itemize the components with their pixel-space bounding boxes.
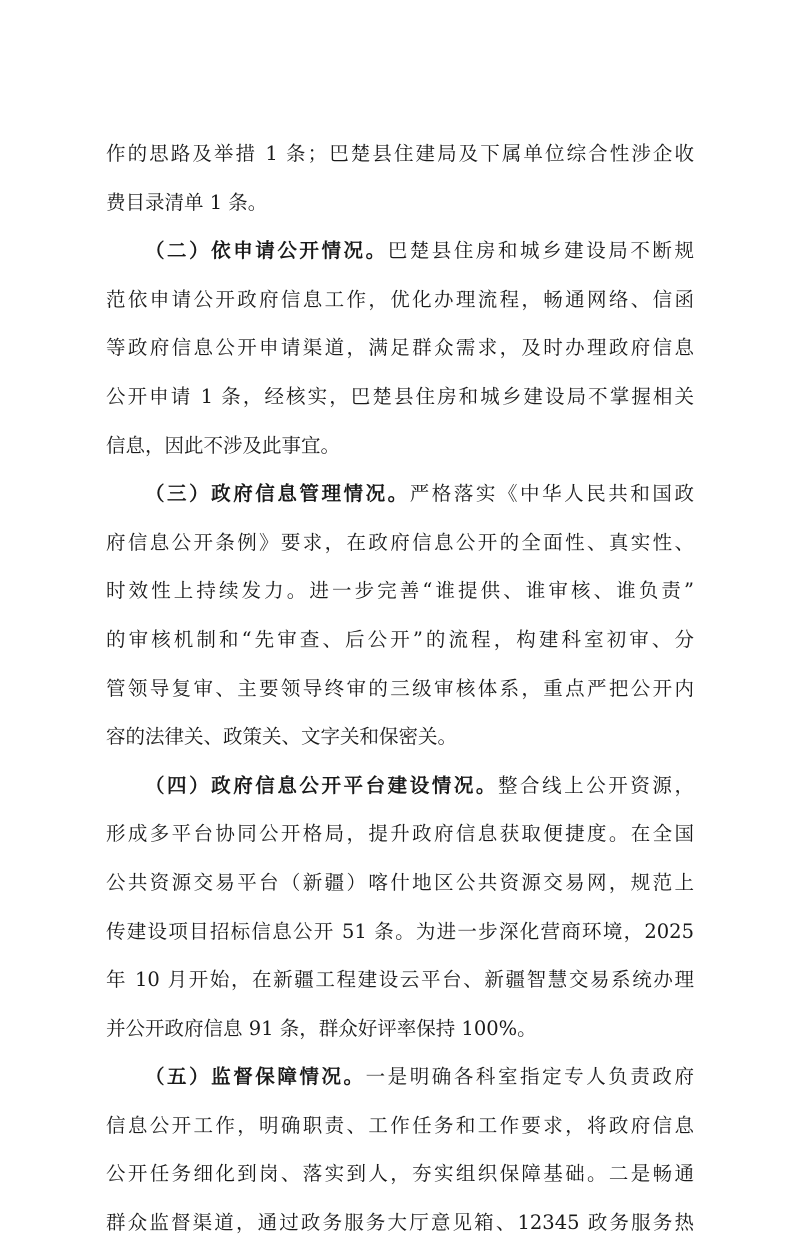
document-body xyxy=(106,130,694,1248)
section-heading-line: （二）依申请公开情况。巴楚县住房和城乡建设局不断规 xyxy=(145,239,694,263)
section-heading: （四）政府信息公开平台建设情况。 xyxy=(145,773,498,797)
text-line: 公开申请 1 条，经核实，巴楚县住房和城乡建设局不掌握相关 xyxy=(106,384,694,408)
text-line: 的审核机制和“先审查、后公开”的流程，构建科室初审、分 xyxy=(106,627,694,651)
text-line: 时效性上持续发力。进一步完善“谁提供、谁审核、谁负责” xyxy=(106,579,694,603)
text-line: 传建设项目招标信息公开 51 条。为进一步深化营商环境，2025 xyxy=(106,919,694,943)
section-heading-line: （三）政府信息管理情况。严格落实《中华人民共和国政 xyxy=(145,482,694,506)
text-line: 年 10 月开始，在新疆工程建设云平台、新疆智慧交易系统办理 xyxy=(106,968,694,992)
text-line: 等政府信息公开申请渠道，满足群众需求，及时办理政府信息 xyxy=(106,336,694,360)
text-line: 公共资源交易平台（新疆）喀什地区公共资源交易网，规范上 xyxy=(106,870,694,894)
text-line: 管领导复审、主要领导终审的三级审核体系，重点严把公开内 xyxy=(106,676,694,700)
section-heading-line: （五）监督保障情况。一是明确各科室指定专人负责政府 xyxy=(145,1065,694,1089)
section-heading: （二）依申请公开情况。 xyxy=(145,239,388,263)
text-line: 费目录清单 1 条。 xyxy=(106,190,268,214)
text-line: 容的法律关、政策关、文字关和保密关。 xyxy=(106,725,458,749)
text-line: 府信息公开条例》要求，在政府信息公开的全面性、真实性、 xyxy=(106,530,694,554)
text-line: 形成多平台协同公开格局，提升政府信息获取便捷度。在全国 xyxy=(106,822,694,846)
text-line: 信息公开工作，明确职责、工作任务和工作要求，将政府信息 xyxy=(106,1113,694,1137)
text-line: 作的思路及举措 1 条；巴楚县住建局及下属单位综合性涉企收 xyxy=(106,142,694,165)
text-line: 信息，因此不涉及此事宜。 xyxy=(106,433,341,457)
section-heading: （三）政府信息管理情况。 xyxy=(145,482,410,506)
text-line: 公开任务细化到岗、落实到人，夯实组织保障基础。二是畅通 xyxy=(106,1162,694,1186)
text-line: 范依申请公开政府信息工作，优化办理流程，畅通网络、信函 xyxy=(106,287,694,311)
text-line: 并公开政府信息 91 条，群众好评率保持 100%。 xyxy=(106,1016,537,1040)
section-heading: （五）监督保障情况。 xyxy=(145,1065,366,1089)
text-line: 群众监督渠道，通过政务服务大厅意见箱、12345 政务服务热 xyxy=(106,1211,694,1235)
section-heading-line: （四）政府信息公开平台建设情况。整合线上公开资源， xyxy=(145,773,694,797)
